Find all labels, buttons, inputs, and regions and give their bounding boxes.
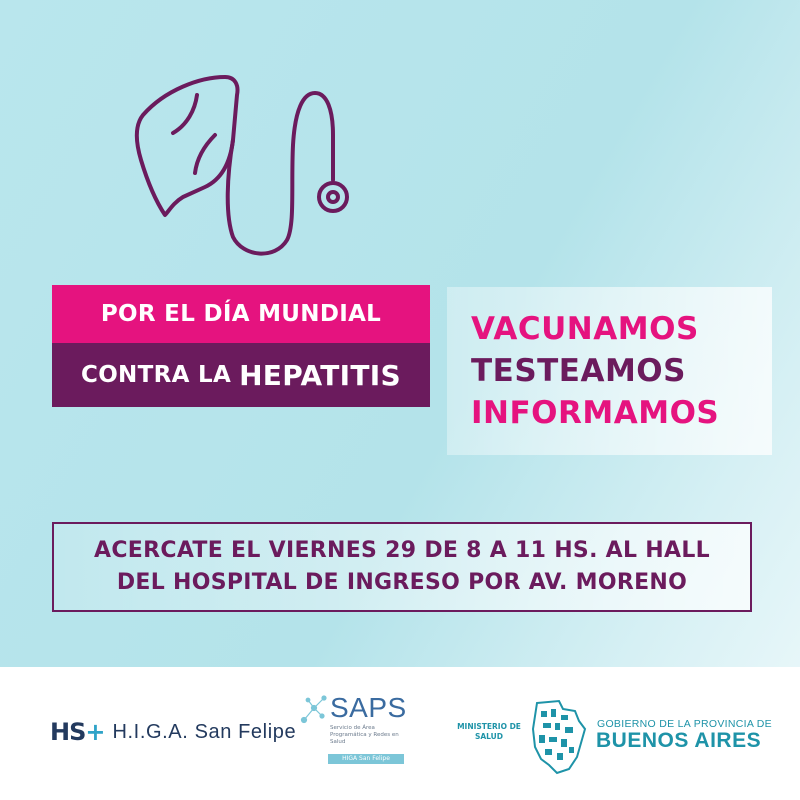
notice-line-1: ACERCATE EL VIERNES 29 DE 8 A 11 HS. AL HALL <box>94 538 710 563</box>
title-line-2 <box>52 343 430 407</box>
actions-panel <box>447 287 772 455</box>
ministerio-line-1: MINISTERIO DE <box>457 722 521 731</box>
saps-title: SAPS <box>330 692 407 723</box>
liver-stethoscope-icon <box>125 65 365 265</box>
action-vacunamos: VACUNAMOS <box>471 311 699 347</box>
title-line-2-prefix: CONTRA LA <box>81 362 232 388</box>
hsf-name: H.I.G.A. San Felipe <box>112 720 297 743</box>
gobierno-label: GOBIERNO DE LA PROVINCIA DE <box>597 718 772 730</box>
buenos-aires-label: BUENOS AIRES <box>596 729 762 752</box>
saps-subtitle: Servicio de Área Programática y Redes en Salud <box>330 725 399 745</box>
action-informamos: INFORMAMOS <box>471 395 720 431</box>
title-line-2-emphasis: HEPATITIS <box>239 358 401 392</box>
event-notice <box>52 522 752 612</box>
saps-bar: HIGA San Felipe <box>328 754 404 764</box>
title-block <box>52 285 430 407</box>
ministerio-salud <box>455 722 523 742</box>
title-line-1: POR EL DÍA MUNDIAL <box>52 285 430 343</box>
saps-network-logo <box>298 690 332 730</box>
notice-line-2: DEL HOSPITAL DE INGRESO POR AV. MORENO <box>116 570 688 595</box>
hsf-mark: HS+ <box>50 718 105 746</box>
ministerio-line-2: SALUD <box>474 732 504 741</box>
saps-logo <box>298 688 410 768</box>
hsf-logo <box>50 718 296 746</box>
action-testeamos: TESTEAMOS <box>471 353 686 389</box>
buenos-aires-map-logo <box>529 699 587 775</box>
